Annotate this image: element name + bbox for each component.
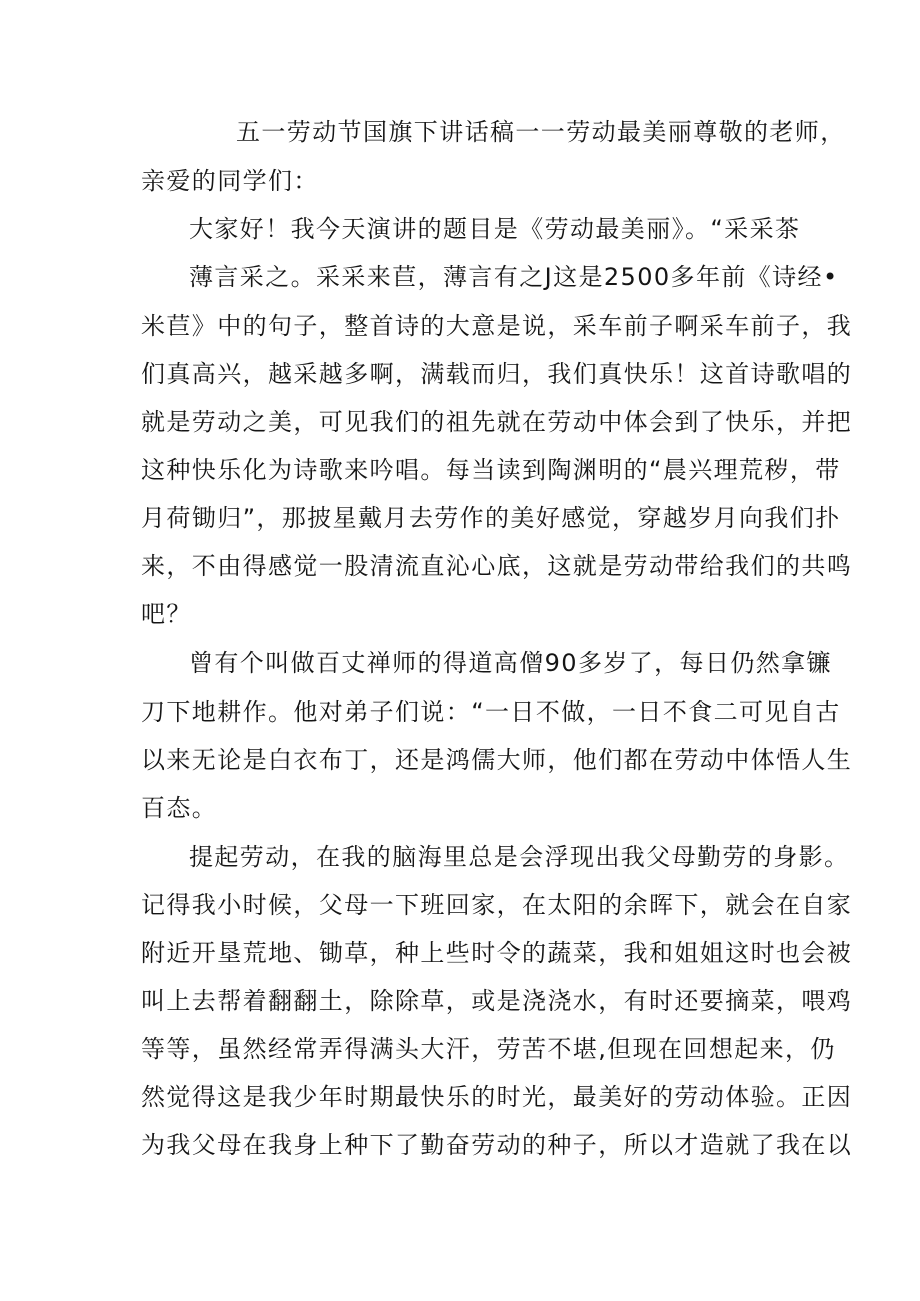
paragraph-1-line-4: 们真高兴，越采越多啊，满载而归，我们真快乐！这首诗歌唱的 [141,360,853,388]
paragraph-2-line-3: 以来无论是白衣布丁，还是鸿儒大师，他们都在劳动中体悟人生 [141,746,853,774]
paragraph-1-line-5: 就是劳动之美，可见我们的祖先就在劳动中体会到了快乐，并把 [141,408,853,436]
paragraph-2-line-1: 曾有个叫做百丈禅师的得道高僧90多岁了，每日仍然拿镰 [189,649,832,677]
paragraph-1-line-6: 这种快乐化为诗歌来吟唱。每当读到陶渊明的“晨兴理荒秽，带 [141,456,841,484]
paragraph-2-line-2: 刀下地耕作。他对弟子们说：“一日不做，一日不食二可见自古 [141,698,841,726]
paragraph-1-line-3: 米苣》中的句子，整首诗的大意是说，采车前子啊采车前子，我 [141,312,853,340]
title-line: 五一劳动节国旗下讲话稿一一劳动最美丽尊敬的老师， [236,118,846,146]
paragraph-3-line-3: 附近开垦荒地、锄草，种上些时令的蔬菜，我和姐姐这时也会被 [141,939,853,967]
paragraph-2-line-4: 百态。 [141,794,218,822]
paragraph-3-line-5: 等等，虽然经常弄得满头大汗，劳苦不堪,但现在回想起来，仍 [141,1035,836,1063]
paragraph-3-line-6: 然觉得这是我少年时期最快乐的时光，最美好的劳动体验。正因 [141,1083,853,1111]
paragraph-1-line-2: 薄言采之。采采来苣，薄言有之J这是2500多年前《诗经• [189,263,839,291]
paragraph-3-line-7: 为我父母在我身上种下了勤奋劳动的种子，所以才造就了我在以 [141,1131,853,1159]
paragraph-1-line-8: 来，不由得感觉一股清流直沁心底，这就是劳动带给我们的共鸣 [141,552,853,580]
paragraph-3-line-4: 叫上去帮着翻翻土，除除草，或是浇浇水，有时还要摘菜，喂鸡 [141,987,853,1015]
paragraph-3-line-1: 提起劳动，在我的脑海里总是会浮现出我父母勤劳的身影。 [189,843,850,871]
paragraph-3-line-2: 记得我小时候，父母一下班回家，在太阳的余晖下，就会在自家 [141,891,853,919]
paragraph-1-line-1: 大家好！我今天演讲的题目是《劳动最美丽》。“采采茶 [189,215,801,243]
paragraph-1-line-9: 吧？ [141,600,192,628]
salutation-line: 亲爱的同学们： [141,167,319,195]
paragraph-1-line-7: 月荷锄归”，那披星戴月去劳作的美好感觉，穿越岁月向我们扑 [141,504,841,532]
